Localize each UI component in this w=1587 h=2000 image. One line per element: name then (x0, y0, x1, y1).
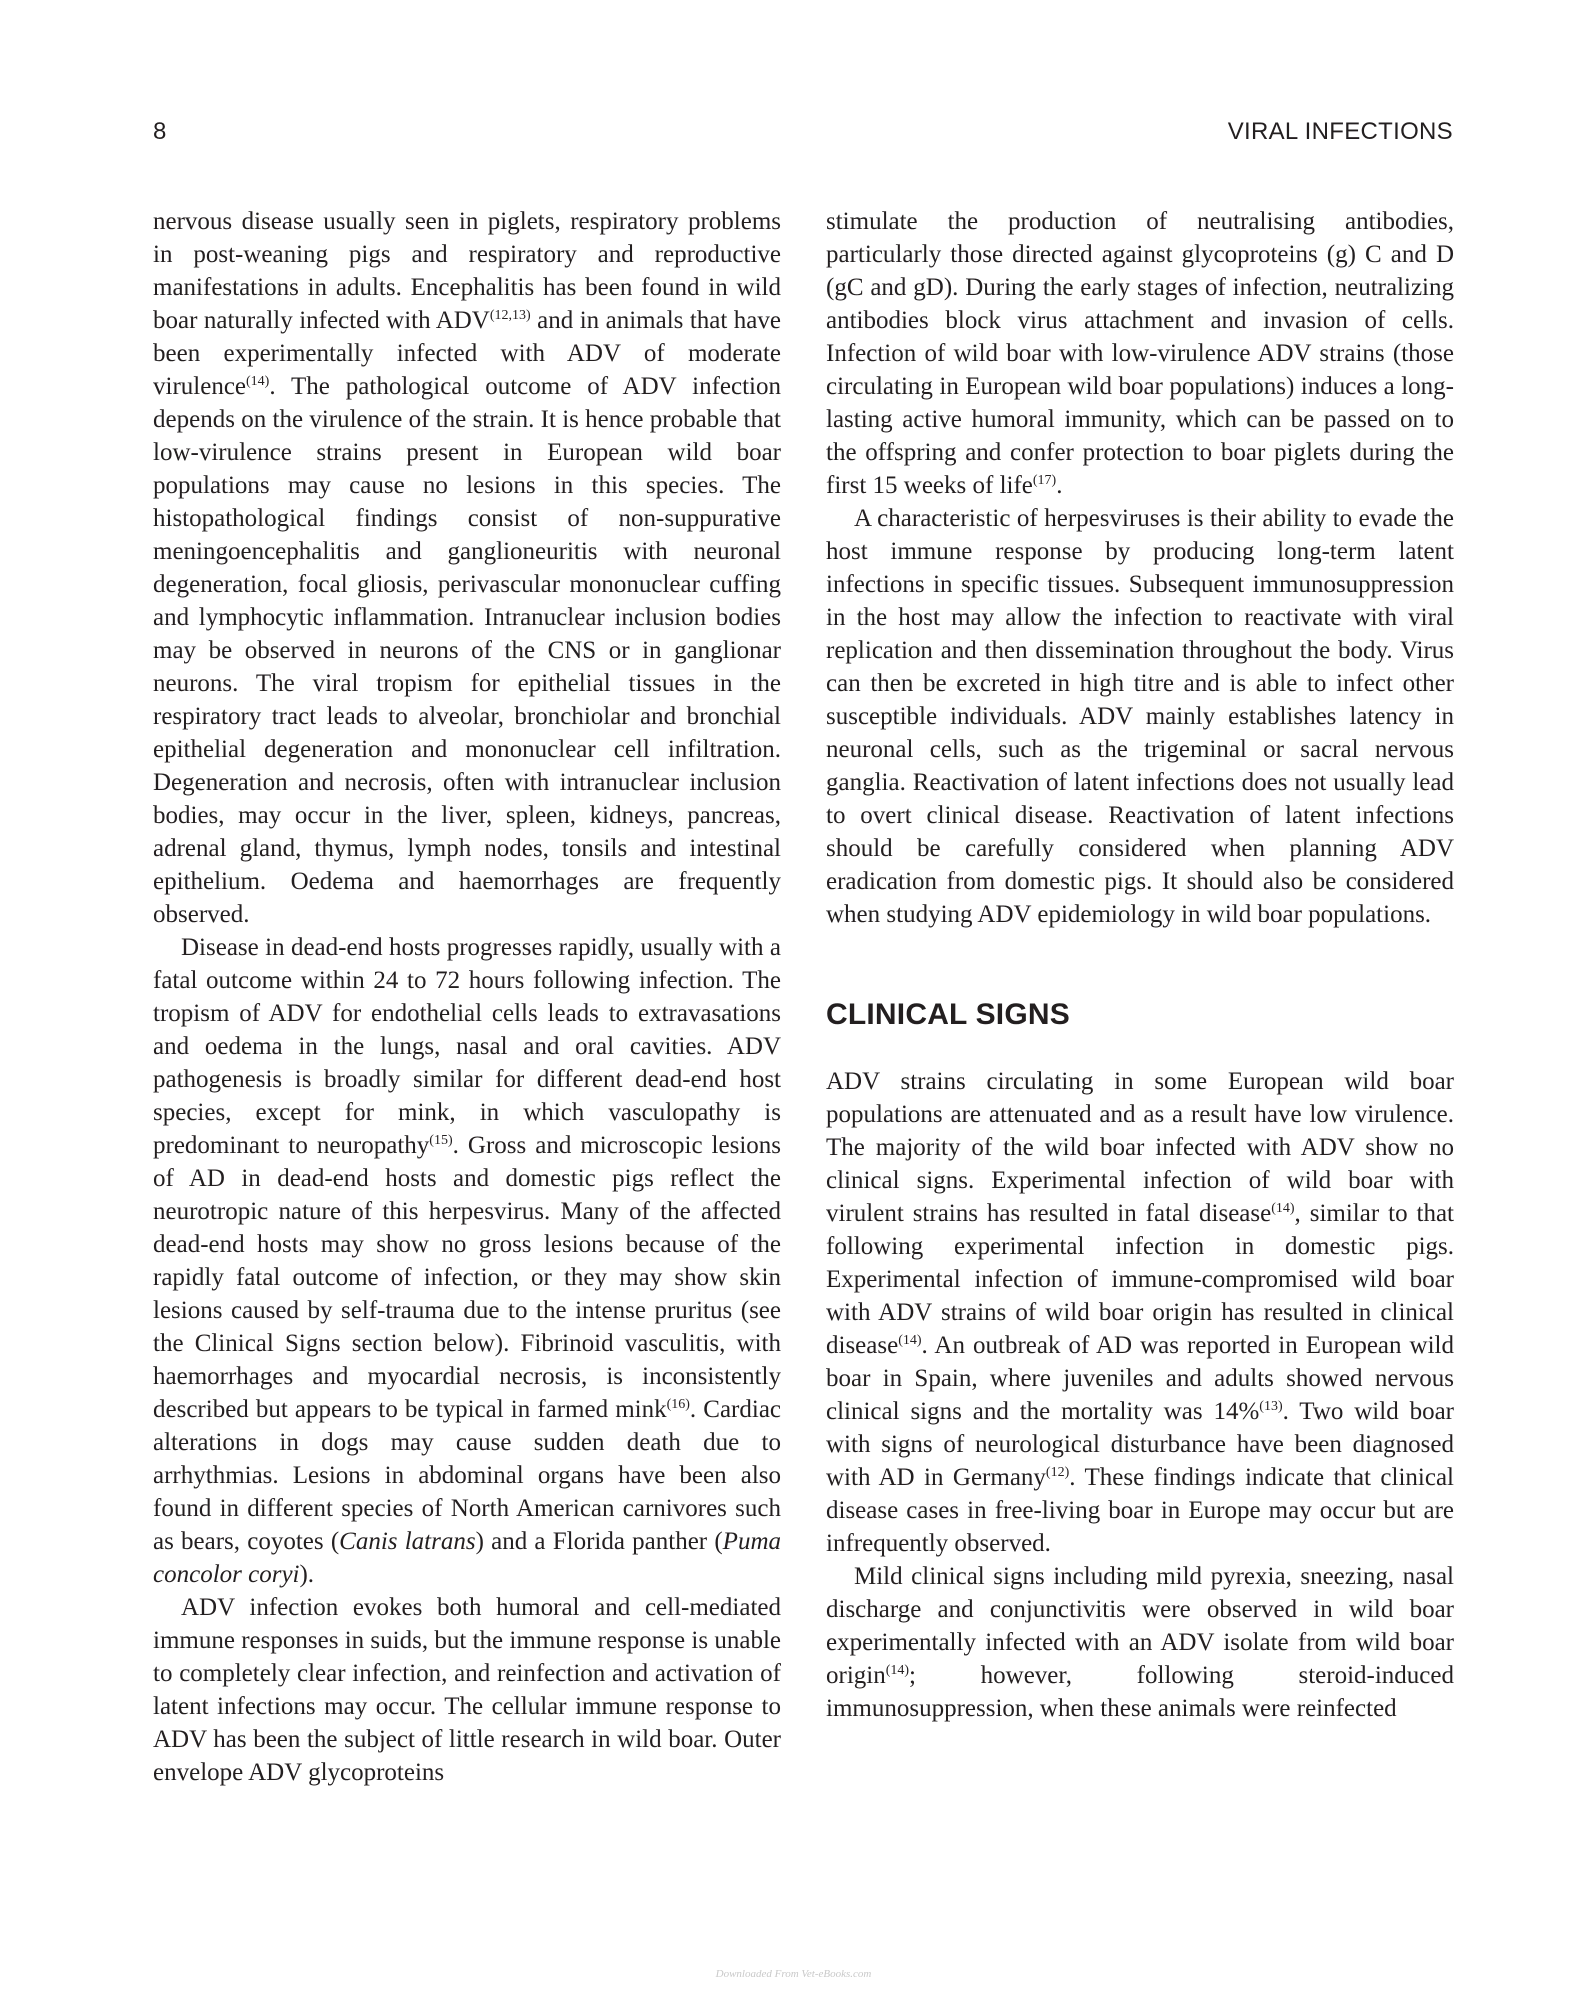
citation-ref: (14) (885, 1663, 910, 1678)
right-column (826, 205, 1454, 1725)
page-number: 8 (153, 118, 167, 145)
paragraph-mild-signs (826, 1560, 1454, 1725)
text-run: . Two wild boar with signs of neurological disturbance have been diagnosed with AD in Germany (826, 1398, 1455, 1491)
citation-ref: (12) (1045, 1465, 1070, 1480)
citation-ref: (15) (429, 1133, 453, 1148)
text-run: ). (299, 1561, 315, 1588)
citation-ref: (12,13) (489, 308, 531, 323)
running-head: VIRAL INFECTIONS (1227, 118, 1453, 145)
text-run: . Cardiac alterations in dogs may cause sudden death due to arrhythmias. Lesions in abdominal organs have been also found in different species of North American carnivores such as bears, coyotes ( (153, 1396, 782, 1555)
text-run: . An outbreak of AD was reported in European wild boar in Spain, where juveniles and adults showed nervous clinical signs and the mortality was 14% (826, 1332, 1454, 1425)
text-run: . (1056, 472, 1063, 499)
paragraph-latency (826, 502, 1454, 931)
section-heading: CLINICAL SIGNS (826, 998, 1070, 1031)
text-run: ADV strains circulating in some European wild boar populations are attenuated and as a result have low virulence. The majority of the wild boar infected with ADV show no clinical signs. Experimental infection of wild boar with virulent strains has resulted in fatal disease (826, 1068, 1454, 1227)
citation-ref: (16) (666, 1397, 690, 1412)
paragraph-immune-response (153, 1591, 781, 1789)
text-run: , similar to that following experimental infection in domestic pigs. Experimental infection of immune-compromised wild boar with ADV strains of wild boar origin has resulted in clinical disease (826, 1200, 1454, 1359)
paragraph-dead-end-hosts (153, 931, 781, 1591)
text-run: and in animals that have been experimentally infected with ADV of moderate virulence (153, 307, 782, 400)
citation-ref: (14) (898, 1333, 922, 1348)
species-name: Puma concolor coryi (153, 1528, 781, 1588)
citation-ref: (14) (1271, 1201, 1295, 1216)
text-run: . These findings indicate that clinical disease cases in free-living boar in Europe may occur but are infrequently observed. (826, 1464, 1455, 1557)
text-run: ADV infection evokes both humoral and cell-mediated immune responses in suids, but the immune response is unable to completely clear infection, and reinfection and activation of latent infections may occur. The cellular immune response to ADV has been the subject of little research in wild boar. Outer envelope ADV glycoproteins (153, 1594, 781, 1786)
text-run: A characteristic of herpesviruses is their ability to evade the host immune response by producing long-term latent infections in specific tissues. Subsequent immunosuppression in the host may allow the infection to reactivate with viral replication and then dissemination throughout the body. Virus can then be excreted in high titre and is able to infect other susceptible individuals. ADV mainly establishes latency in neuronal cells, such as the trigeminal or sacral nervous ganglia. Reactivation of latent infections does not usually lead to overt clinical disease. Reactivation of latent infections should be carefully considered when planning ADV eradication from domestic pigs. It should also be considered when studying ADV epidemiology in wild boar populations. (826, 505, 1454, 928)
text-run: nervous disease usually seen in piglets, respiratory problems in post-weaning pigs and respiratory and reproductive manifestations in adults. Encephalitis has been found in wild boar naturally infected with ADV (153, 208, 781, 334)
left-column (153, 205, 781, 1789)
citation-ref: (17) (1032, 473, 1057, 488)
text-run: ; however, following steroid-induced immunosuppression, when these animals were reinfected (826, 1662, 1454, 1722)
paragraph-antibodies (826, 205, 1454, 502)
text-run: Mild clinical signs including mild pyrexia, sneezing, nasal discharge and conjunctivitis were observed in wild boar experimentally infected with an ADV isolate from wild boar origin (826, 1563, 1454, 1689)
footer-credit: Downloaded From Vet-eBooks.com (715, 1968, 872, 1980)
text-run: ) and a Florida panther ( (475, 1528, 723, 1555)
citation-ref: (13) (1259, 1399, 1283, 1414)
paragraph-clinical-signs (826, 1065, 1454, 1560)
text-run: . The pathological outcome of ADV infection depends on the virulence of the strain. It is hence probable that low-virulence strains present in European wild boar populations may cause no lesions in this species. The histopathological findings consist of non-suppurative meningoencephalitis and ganglioneuritis with neuronal degeneration, focal gliosis, perivascular mononuclear cuffing and lymphocytic inflammation. Intranuclear inclusion bodies may be observed in neurons of the CNS or in ganglionar neurons. The viral tropism for epithelial tissues in the respiratory tract leads to alveolar, bronchiolar and bronchial epithelial degeneration and mononuclear cell infiltration. Degeneration and necrosis, often with intranuclear inclusion bodies, may occur in the liver, spleen, kidneys, pancreas, adrenal gland, thymus, lymph nodes, tonsils and intestinal epithelium. Oedema and haemorrhages are frequently observed. (153, 373, 781, 928)
text-run: Disease in dead-end hosts progresses rapidly, usually with a fatal outcome within 24 to 72 hours following infection. The tropism of ADV for endothelial cells leads to extravasations and oedema in the lungs, nasal and oral cavities. ADV pathogenesis is broadly similar for different dead-end host species, except for mink, in which vasculopathy is predominant to neuropathy (153, 934, 781, 1159)
paragraph-pathology (153, 205, 781, 931)
citation-ref: (14) (246, 374, 270, 389)
text-run: . Gross and microscopic lesions of AD in dead-end hosts and domestic pigs reflect the neurotropic nature of this herpesvirus. Many of the affected dead-end hosts may show no gross lesions because of the rapidly fatal outcome of infection, or they may show skin lesions caused by self-trauma due to the intense pruritus (see the Clinical Signs section below). Fibrinoid vasculitis, with haemorrhages and myocardial necrosis, is inconsistently described but appears to be typical in farmed mink (153, 1132, 781, 1423)
species-name: Canis latrans (339, 1528, 476, 1555)
text-run: stimulate the production of neutralising antibodies, particularly those directed against glycoproteins (g) C and D (gC and gD). During the early stages of infection, neutralizing antibodies block virus attachment and invasion of cells. Infection of wild boar with low-virulence ADV strains (those circulating in European wild boar populations) induces a long-lasting active humoral immunity, which can be passed on to the offspring and confer protection to boar piglets during the first 15 weeks of life (826, 208, 1454, 499)
